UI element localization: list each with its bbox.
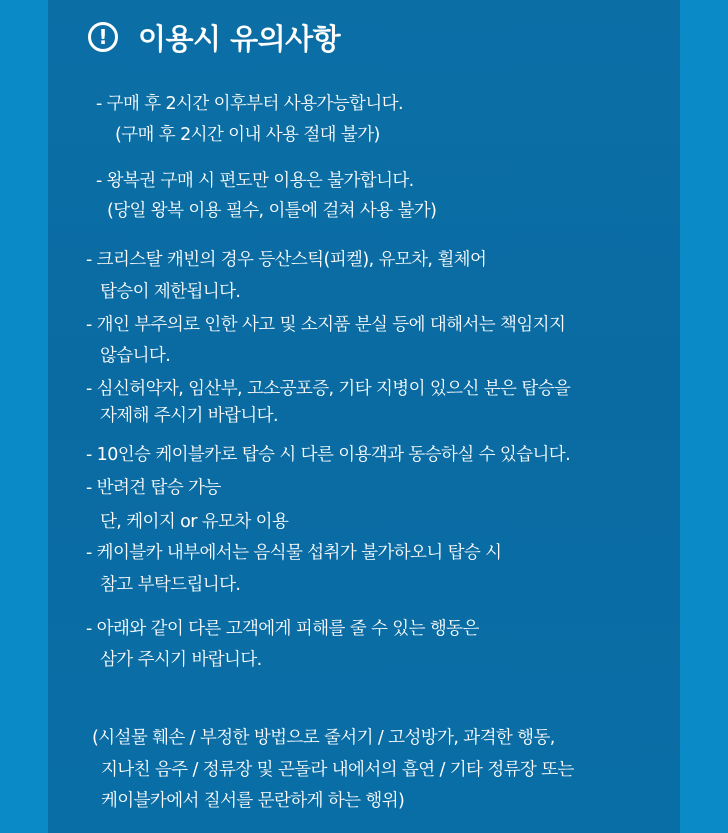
- notice-line: - 구매 후 2시간 이후부터 사용가능합니다.: [96, 94, 403, 114]
- notice-line: - 케이블카 내부에서는 음식물 섭취가 불가하오니 탑승 시: [86, 543, 502, 563]
- notice-line: (구매 후 2시간 이내 사용 절대 불가): [115, 125, 380, 145]
- notice-line: 탑승이 제한됩니다.: [100, 282, 241, 302]
- notice-line: - 반려견 탑승 가능: [86, 478, 221, 498]
- notice-line: - 아래와 같이 다른 고객에게 피해를 줄 수 있는 행동은: [86, 619, 479, 639]
- notice-title: 이용시 유의사항: [138, 21, 341, 56]
- notice-line: - 개인 부주의로 인한 사고 및 소지품 분실 등에 대해서는 책임지지: [86, 315, 566, 335]
- notice-line: - 왕복권 구매 시 편도만 이용은 불가합니다.: [96, 171, 414, 191]
- exclamation-circle-icon: !: [88, 22, 118, 52]
- notice-line: 삼가 주시기 바랍니다.: [100, 650, 262, 670]
- notice-line: (시설물 훼손 / 부정한 방법으로 줄서기 / 고성방가, 과격한 행동,: [92, 728, 555, 748]
- notice-line: (당일 왕복 이용 필수, 이틀에 걸쳐 사용 불가): [107, 201, 437, 221]
- notice-line: - 10인승 케이블카로 탑승 시 다른 이용객과 동승하실 수 있습니다.: [86, 445, 571, 465]
- notice-line: 참고 부탁드립니다.: [100, 575, 241, 595]
- notice-line: 단, 케이지 or 유모차 이용: [100, 512, 289, 532]
- notice-line: 않습니다.: [100, 346, 171, 366]
- notice-line: - 크리스탈 캐빈의 경우 등산스틱(피켈), 유모차, 휠체어: [86, 250, 487, 270]
- notice-header: [88, 14, 340, 60]
- notice-line: - 심신허약자, 임산부, 고소공포증, 기타 지병이 있으신 분은 탑승을: [86, 379, 571, 399]
- notice-line: 지나친 음주 / 정류장 및 곤돌라 내에서의 흡연 / 기타 정류장 또는: [101, 760, 574, 780]
- notice-line: 자제해 주시기 바랍니다.: [100, 406, 278, 426]
- notice-line: 케이블카에서 질서를 문란하게 하는 행위): [101, 791, 405, 811]
